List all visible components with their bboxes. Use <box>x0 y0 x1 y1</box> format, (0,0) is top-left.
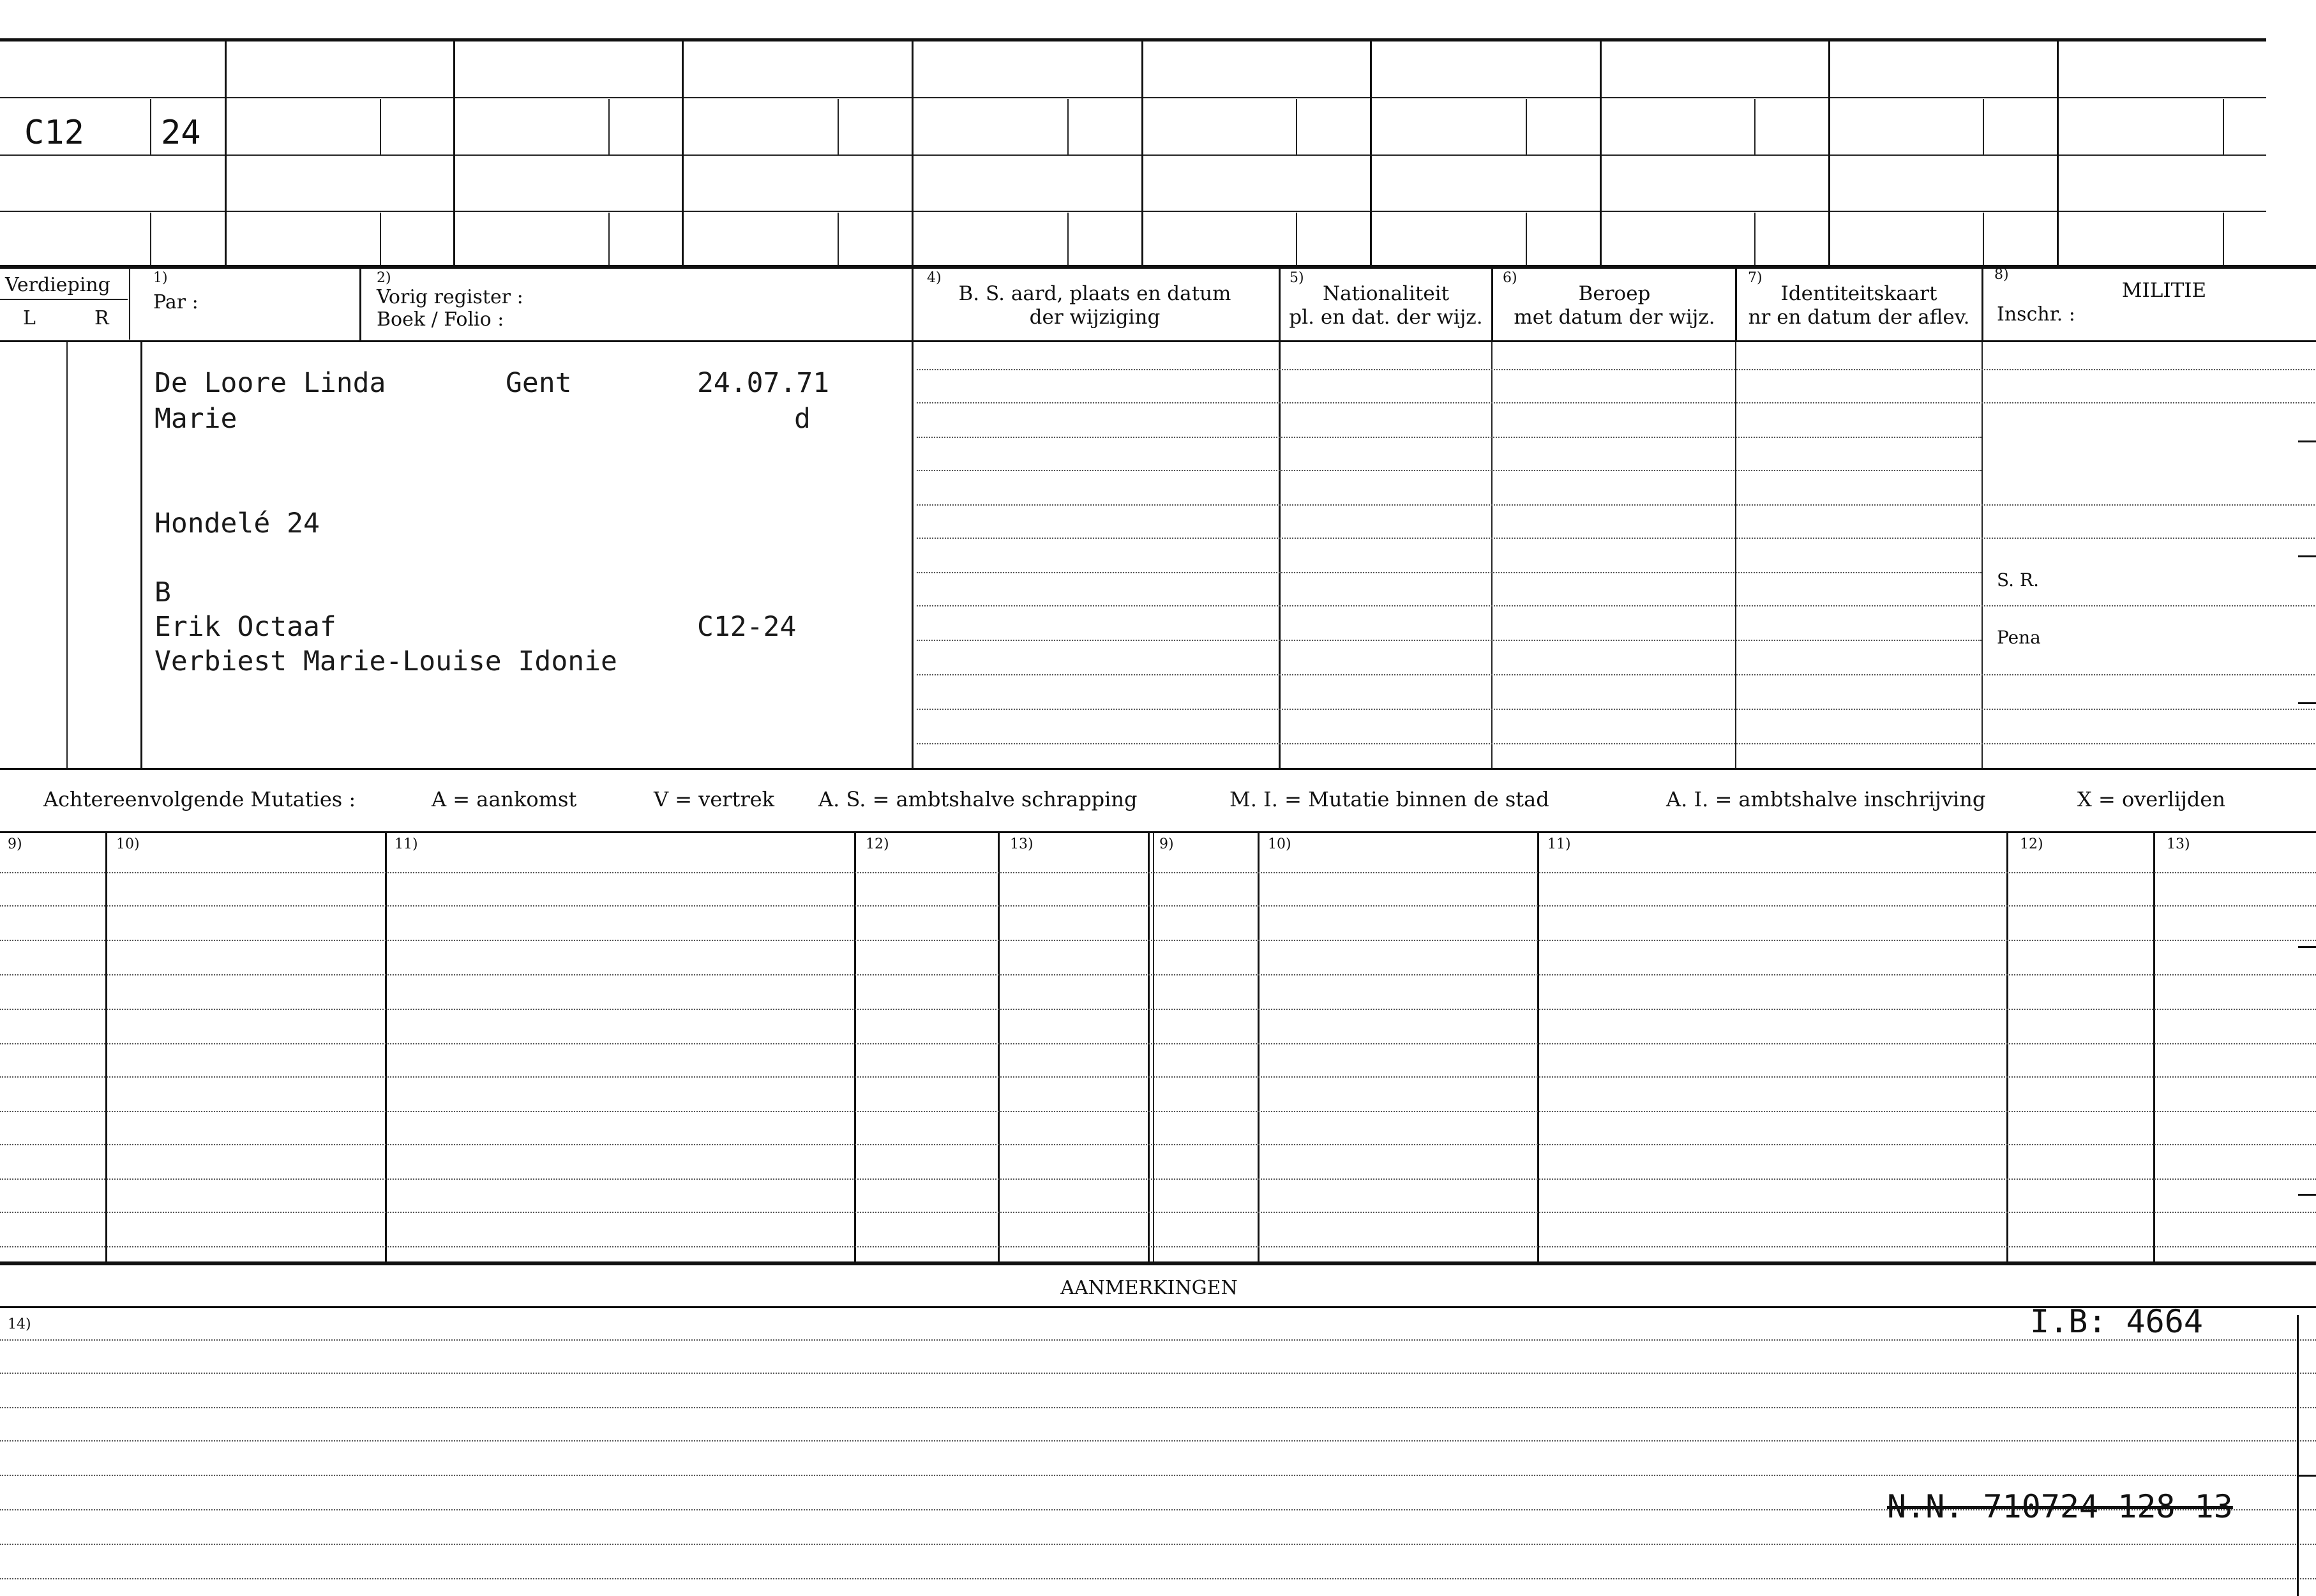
grid-tick <box>1296 99 1297 154</box>
grid-divider <box>682 40 684 267</box>
mut-divider <box>385 833 387 1262</box>
grid-tick <box>1526 213 1527 265</box>
sr-label: S. R. <box>1997 569 2039 591</box>
nationaliteit-label: Nationaliteit <box>1322 282 1450 305</box>
header-bottom-line <box>0 340 2316 342</box>
birth-date: 24.07.71 <box>697 367 830 399</box>
body-divider <box>1981 342 1983 770</box>
mut-bottom-line <box>0 1261 2316 1265</box>
mut-col-12: 12) <box>866 836 889 852</box>
legend-bottom-line <box>0 831 2316 833</box>
body-divider <box>140 342 142 770</box>
col8-number: 8) <box>1994 267 2009 283</box>
body-divider <box>1491 342 1493 770</box>
nationaliteit-sub-label: pl. en dat. der wijz. <box>1289 306 1483 329</box>
beroep-sub-label: met datum der wijz. <box>1514 306 1715 329</box>
grid-tick <box>2223 99 2224 154</box>
grid-divider <box>912 40 914 267</box>
person-name: De Loore Linda <box>154 367 386 399</box>
par-label: Par : <box>153 291 199 313</box>
floor-right-label: R <box>94 307 109 329</box>
header-divider <box>912 268 914 342</box>
header-divider <box>359 268 361 342</box>
legend-mutatie-binnen: M. I. = Mutatie binnen de stad <box>1229 787 1549 811</box>
grid-divider <box>225 40 227 267</box>
header-divider <box>1279 268 1281 342</box>
grid-tick <box>1067 213 1069 265</box>
vorig-register-label: Vorig register : <box>377 286 523 308</box>
mut-col-9b: 9) <box>1159 836 1174 852</box>
grid-bottom-border <box>0 265 2316 269</box>
identiteitskaart-label: Identiteitskaart <box>1780 282 1937 305</box>
floor-left-label: L <box>23 307 36 329</box>
legend-aankomst: A = aankomst <box>432 787 577 811</box>
legend-schrapping: A. S. = ambtshalve schrapping <box>818 787 1138 811</box>
birth-place: Gent <box>506 367 572 399</box>
mut-col-13b: 13) <box>2167 836 2190 852</box>
ib-number: I.B: 4664 <box>2030 1303 2203 1340</box>
mut-col-11b: 11) <box>1547 836 1571 852</box>
grid-tick <box>380 213 381 265</box>
legend-vertrek: V = vertrek <box>654 787 775 811</box>
floor-divider <box>66 342 68 770</box>
header-divider <box>1735 268 1737 342</box>
verdieping-label: Verdieping <box>5 274 110 296</box>
mut-col-9: 9) <box>8 836 22 852</box>
wijziging-label: der wijziging <box>1029 306 1161 329</box>
record-number: 24 <box>161 114 201 152</box>
header-divider <box>1981 268 1983 342</box>
mut-divider <box>1537 833 1539 1262</box>
mut-col-10b: 10) <box>1268 836 1291 852</box>
person-address: Hondelé 24 <box>154 508 320 539</box>
body-divider <box>1735 342 1736 770</box>
person-sex: d <box>794 403 811 435</box>
boek-folio-label: Boek / Folio : <box>377 308 504 331</box>
mut-divider <box>1148 833 1150 1262</box>
grid-tick <box>838 99 839 154</box>
mut-divider <box>105 833 107 1262</box>
grid-tick <box>1983 99 1984 154</box>
grid-tick <box>608 213 610 265</box>
grid-divider <box>1370 40 1372 267</box>
grid-tick <box>150 213 151 265</box>
mut-divider <box>2006 833 2008 1262</box>
grid-tick <box>1754 213 1756 265</box>
col6-number: 6) <box>1503 270 1517 286</box>
col4-number: 4) <box>927 270 942 286</box>
record-code: C12 <box>24 114 84 152</box>
col7-number: 7) <box>1748 270 1763 286</box>
top-border <box>0 38 2266 41</box>
identiteitskaart-sub-label: nr en datum der aflev. <box>1748 306 1970 329</box>
grid-tick <box>1983 213 1984 265</box>
grid-tick <box>2223 213 2224 265</box>
father-name: Erik Octaaf <box>154 611 336 643</box>
mother-name: Verbiest Marie-Louise Idonie <box>154 645 617 677</box>
body-bottom-line <box>0 768 2316 770</box>
grid-divider <box>2057 40 2059 267</box>
mut-col-10: 10) <box>116 836 140 852</box>
grid-divider <box>1600 40 1602 267</box>
grid-line <box>0 211 2266 212</box>
grid-divider <box>453 40 455 267</box>
household-ref: C12-24 <box>697 611 797 643</box>
verdieping-divider <box>0 299 128 300</box>
nn-number: N.N. 710724 128 13 <box>1887 1488 2233 1525</box>
col5-number: 5) <box>1290 270 1304 286</box>
grid-tick <box>838 213 839 265</box>
mut-col-13: 13) <box>1010 836 1034 852</box>
grid-line <box>0 97 2266 98</box>
mut-col-11: 11) <box>395 836 418 852</box>
b-marker: B <box>154 576 171 608</box>
grid-tick <box>608 99 610 154</box>
remarks-top-line <box>0 1306 2316 1308</box>
pena-label: Pena <box>1997 627 2041 648</box>
legend-inschrijving: A. I. = ambtshalve inschrijving <box>1666 787 1986 811</box>
grid-divider <box>1828 40 1830 267</box>
grid-tick <box>1296 213 1297 265</box>
header-divider <box>129 268 130 340</box>
mut-divider <box>1153 833 1154 1262</box>
col2-number: 2) <box>377 270 391 286</box>
bs-label: B. S. aard, plaats en datum <box>958 282 1231 305</box>
mut-divider <box>2153 833 2155 1262</box>
mut-divider <box>1258 833 1260 1262</box>
inschr-label: Inschr. : <box>1997 303 2075 326</box>
aanmerkingen-title: AANMERKINGEN <box>1060 1277 1238 1299</box>
grid-tick <box>1067 99 1069 154</box>
grid-tick <box>150 99 151 154</box>
grid-tick <box>380 99 381 154</box>
body-divider <box>912 342 914 770</box>
grid-divider <box>1141 40 1143 267</box>
grid-tick <box>1526 99 1527 154</box>
col1-number: 1) <box>153 270 168 286</box>
body-divider <box>1279 342 1281 770</box>
header-divider <box>1491 268 1493 342</box>
mut-divider <box>854 833 856 1262</box>
remarks-number: 14) <box>8 1316 31 1332</box>
grid-line <box>0 154 2266 156</box>
legend-overlijden: X = overlijden <box>2077 787 2225 811</box>
mutations-title: Achtereenvolgende Mutaties : <box>43 787 356 811</box>
militie-label: MILITIE <box>2121 279 2207 302</box>
person-second-name: Marie <box>154 403 237 435</box>
grid-tick <box>1754 99 1756 154</box>
mut-col-12b: 12) <box>2020 836 2043 852</box>
mut-divider <box>998 833 1000 1262</box>
beroep-label: Beroep <box>1578 282 1651 305</box>
